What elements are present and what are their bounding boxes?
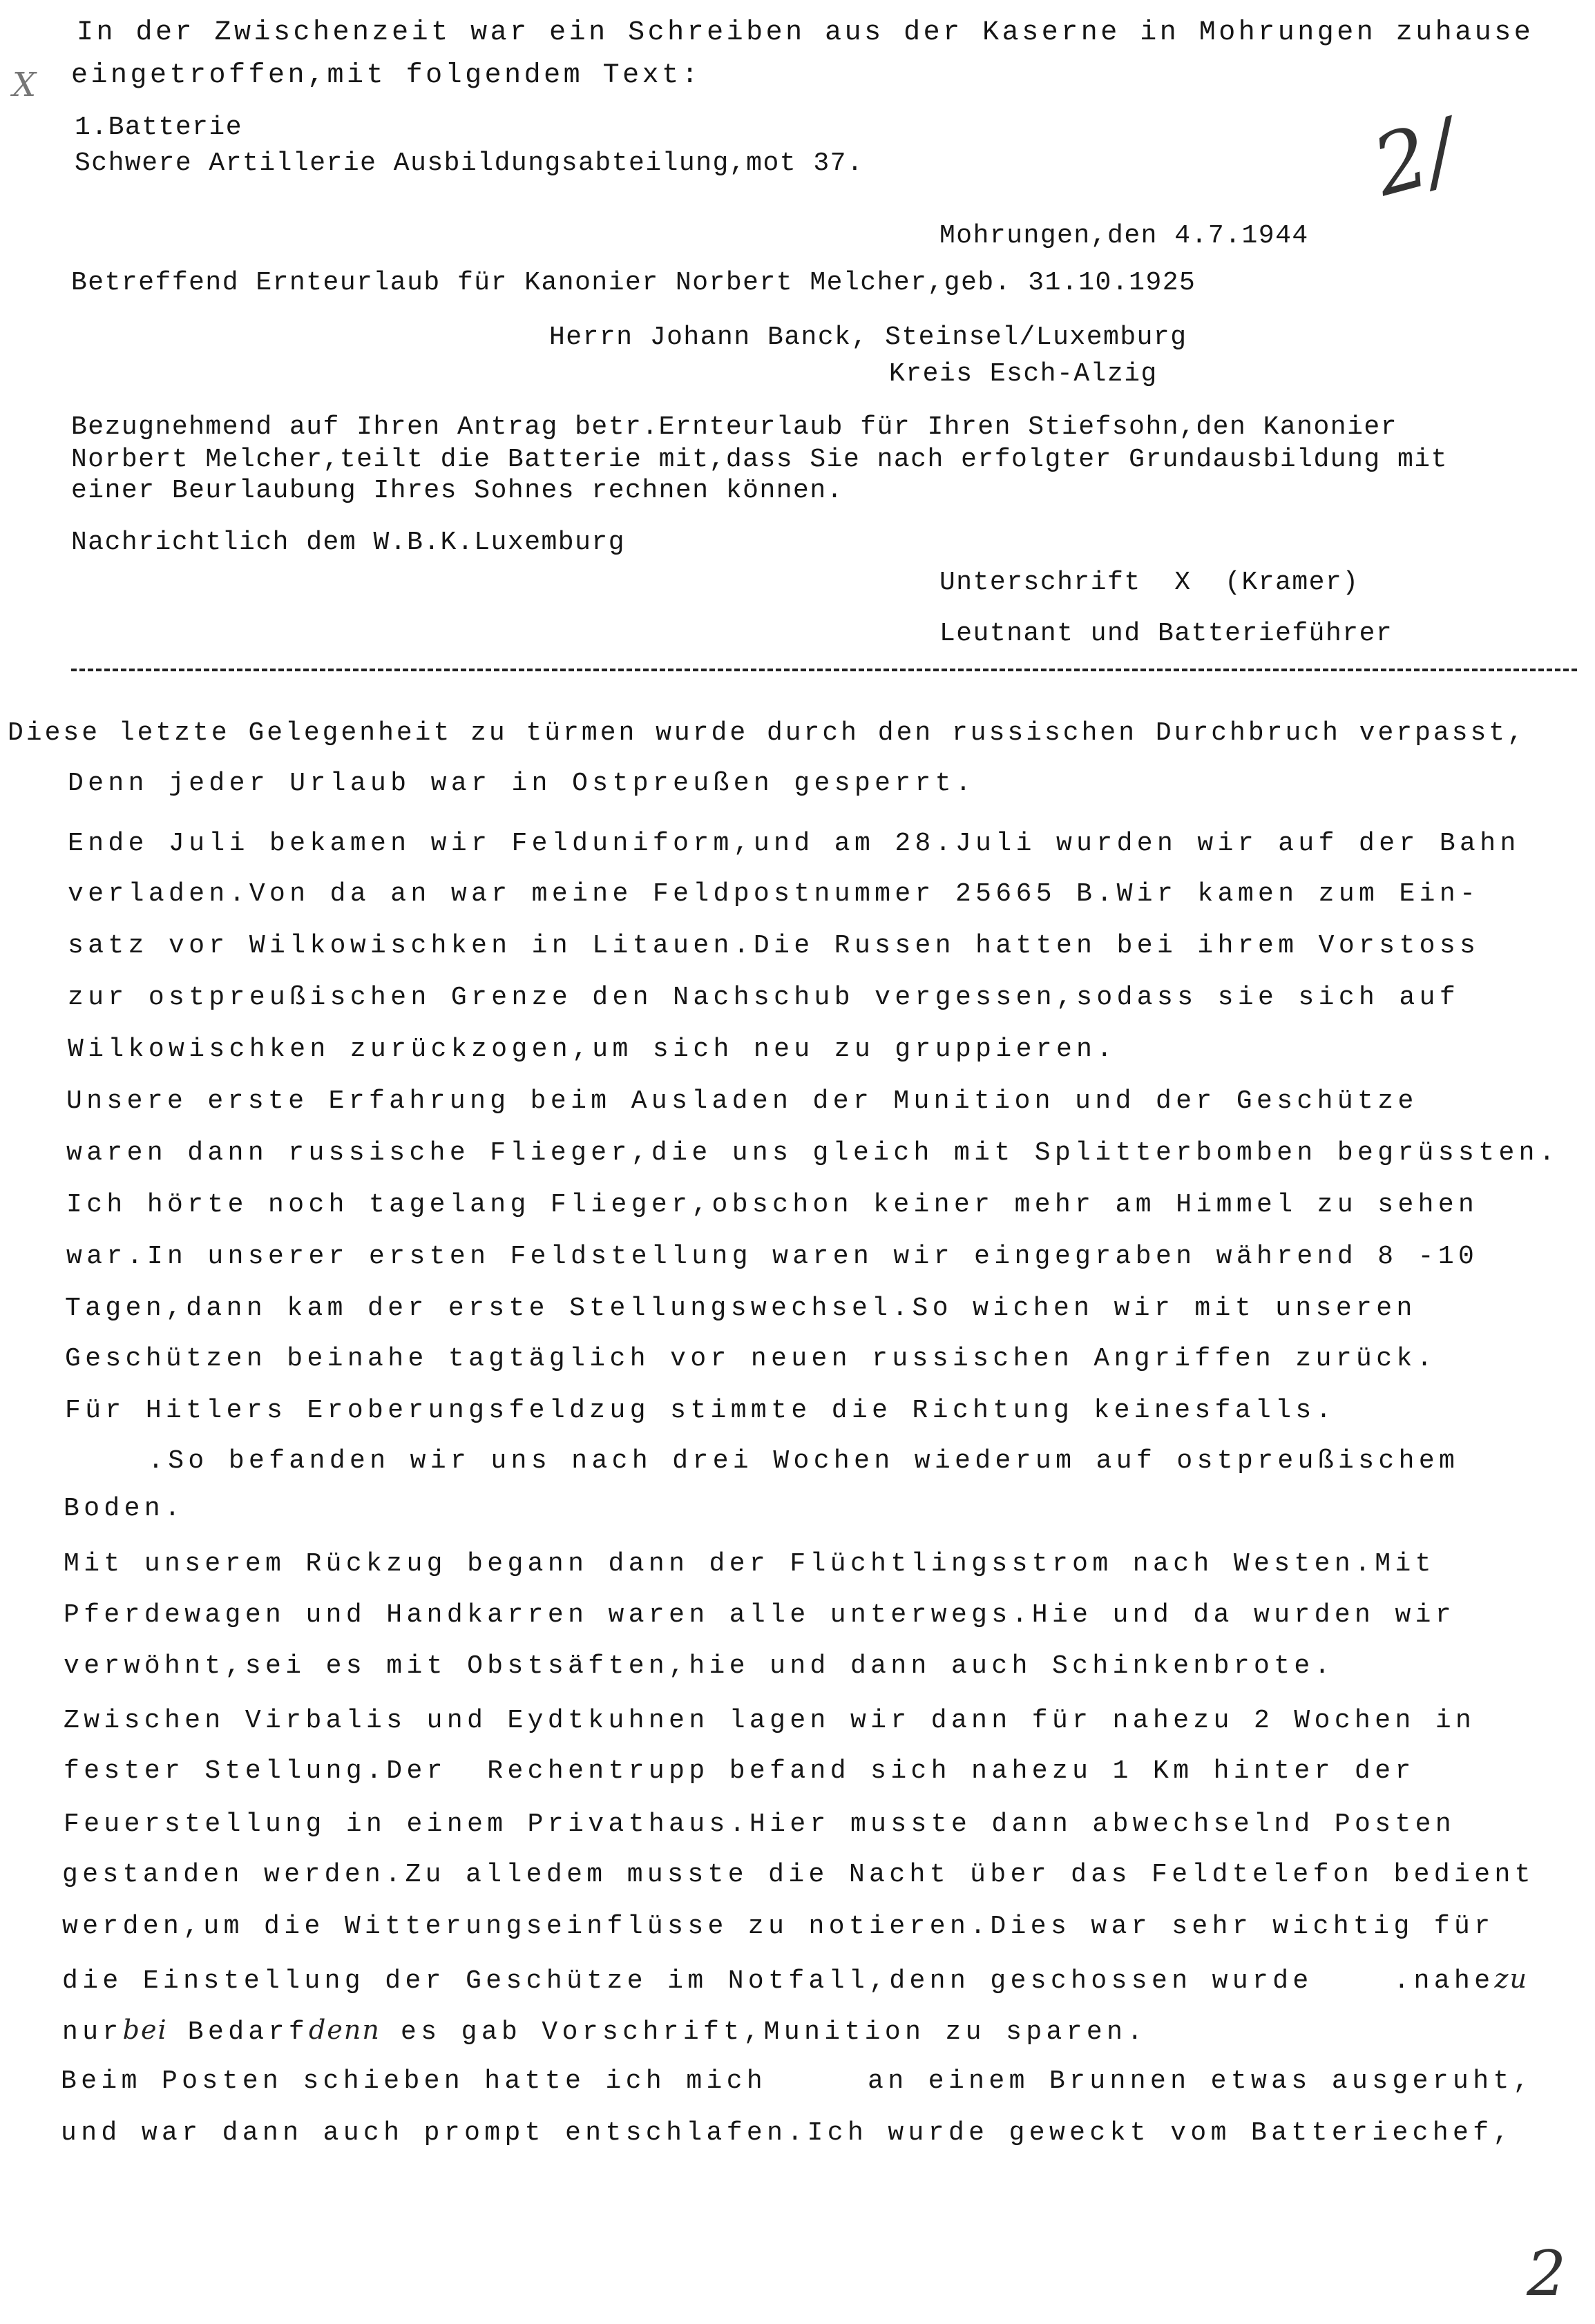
- narrative-line: Ich hörte noch tagelang Flieger,obschon keiner mehr am Himmel zu sehen: [66, 1190, 1479, 1220]
- narrative-line: gestanden werden.Zu alledem musste die Nacht über das Feldtelefon bedient: [62, 1860, 1535, 1890]
- narrative-line: war.In unserer ersten Feldstellung waren wir eingegraben während 8 -10: [66, 1242, 1479, 1271]
- letter-body-line: einer Beurlaubung Ihres Sohnes rechnen können.: [71, 476, 843, 506]
- separator-line: [71, 669, 1577, 671]
- narrative-line: Unsere erste Erfahrung beim Ausladen der Munition und der Geschütze: [66, 1086, 1418, 1116]
- narrative-text: die Einstellung der Geschütze im Notfall,denn geschossen wurde .nahe: [62, 1966, 1495, 1996]
- letter-unit: 1.Batterie: [75, 113, 243, 142]
- handwritten-margin-mark: X: [12, 66, 37, 104]
- narrative-text: es gab Vorschrift,Munition zu sparen.: [380, 2017, 1147, 2047]
- narrative-line: Boden.: [64, 1494, 185, 1524]
- letter-body-line: Norbert Melcher,teilt die Batterie mit,dass Sie nach erfolgter Grundausbildung mit: [71, 445, 1448, 474]
- narrative-line: Pferdewagen und Handkarren waren alle unterwegs.Hie und da wurden wir: [64, 1600, 1456, 1630]
- narrative-line: [62, 2017, 1147, 2046]
- handwritten-insertion: bei: [122, 2015, 168, 2045]
- narrative-line: Ende Juli bekamen wir Felduniform,und am 28.Juli wurden wir auf der Bahn: [68, 829, 1520, 858]
- narrative-line: Feuerstellung in einem Privathaus.Hier musste dann abwechselnd Posten: [64, 1809, 1456, 1839]
- intro-line: eingetroffen,mit folgendem Text:: [71, 60, 702, 91]
- narrative-line: [62, 1963, 1528, 1996]
- narrative-line: .So befanden wir uns nach drei Wochen wiederum auf ostpreußischem: [148, 1446, 1460, 1476]
- narrative-line: zur ostpreußischen Grenze den Nachschub vergessen,sodass sie sich auf: [68, 983, 1460, 1012]
- narrative-line: Beim Posten schieben hatte ich mich an einem Brunnen etwas ausgeruht,: [61, 2066, 1534, 2096]
- narrative-line: Geschützen beinahe tagtäglich vor neuen russischen Angriffen zurück.: [65, 1344, 1437, 1374]
- narrative-line: verladen.Von da an war meine Feldpostnummer 25665 B.Wir kamen zum Ein-: [68, 879, 1480, 909]
- handwritten-page-mark: 2/: [1364, 102, 1467, 215]
- narrative-line: satz vor Wilkowischken in Litauen.Die Russen hatten bei ihrem Vorstoss: [68, 931, 1480, 961]
- handwritten-insertion: zu: [1494, 1963, 1528, 1994]
- letter-addressee: Herrn Johann Banck, Steinsel/Luxemburg: [549, 323, 1187, 352]
- narrative-line: Zwischen Virbalis und Eydtkuhnen lagen wir dann für nahezu 2 Wochen in: [64, 1706, 1476, 1736]
- narrative-line: verwöhnt,sei es mit Obstsäften,hie und dann auch Schinkenbrote.: [64, 1651, 1335, 1681]
- narrative-line: werden,um die Witterungseinflüsse zu notieren.Dies war sehr wichtig für: [62, 1912, 1495, 1941]
- narrative-text: Bedarf: [167, 2017, 309, 2047]
- narrative-text: nur: [62, 2017, 123, 2047]
- handwritten-insertion: denn: [309, 2015, 381, 2045]
- handwritten-page-number: 2: [1527, 2238, 1567, 2310]
- narrative-line: fester Stellung.Der Rechentrupp befand sich nahezu 1 Km hinter der: [64, 1756, 1415, 1786]
- letter-subject: Betreffend Ernteurlaub für Kanonier Norbert Melcher,geb. 31.10.1925: [71, 268, 1196, 298]
- letter-cc: Nachrichtlich dem W.B.K.Luxemburg: [71, 528, 626, 557]
- narrative-line: und war dann auch prompt entschlafen.Ich wurde geweckt vom Batteriechef,: [61, 2118, 1513, 2148]
- letter-place-date: Mohrungen,den 4.7.1944: [939, 221, 1309, 251]
- letter-addressee: Kreis Esch-Alzig: [889, 359, 1158, 389]
- narrative-line: Für Hitlers Eroberungsfeldzug stimmte die Richtung keinesfalls.: [65, 1396, 1336, 1425]
- letter-rank: Leutnant und Batterieführer: [939, 619, 1393, 649]
- letter-unit: Schwere Artillerie Ausbildungsabteilung,mot 37.: [75, 148, 864, 178]
- narrative-line: Diese letzte Gelegenheit zu türmen wurde durch den russischen Durchbruch verpasst,: [8, 718, 1526, 748]
- narrative-line: waren dann russische Flieger,die uns gleich mit Splitterbomben begrüssten.: [66, 1138, 1560, 1168]
- narrative-line: Wilkowischken zurückzogen,um sich neu zu gruppieren.: [68, 1035, 1117, 1064]
- narrative-line: Mit unserem Rückzug begann dann der Flüchtlingsstrom nach Westen.Mit: [64, 1549, 1435, 1579]
- letter-signature: Unterschrift X (Kramer): [939, 568, 1359, 597]
- narrative-line: Denn jeder Urlaub war in Ostpreußen gesperrt.: [68, 769, 976, 798]
- letter-body-line: Bezugnehmend auf Ihren Antrag betr.Ernteurlaub für Ihren Stiefsohn,den Kanonier: [71, 412, 1397, 442]
- intro-line: In der Zwischenzeit war ein Schreiben aus der Kaserne in Mohrungen zuhause: [77, 17, 1534, 48]
- narrative-line: Tagen,dann kam der erste Stellungswechsel.So wichen wir mit unseren: [65, 1294, 1417, 1323]
